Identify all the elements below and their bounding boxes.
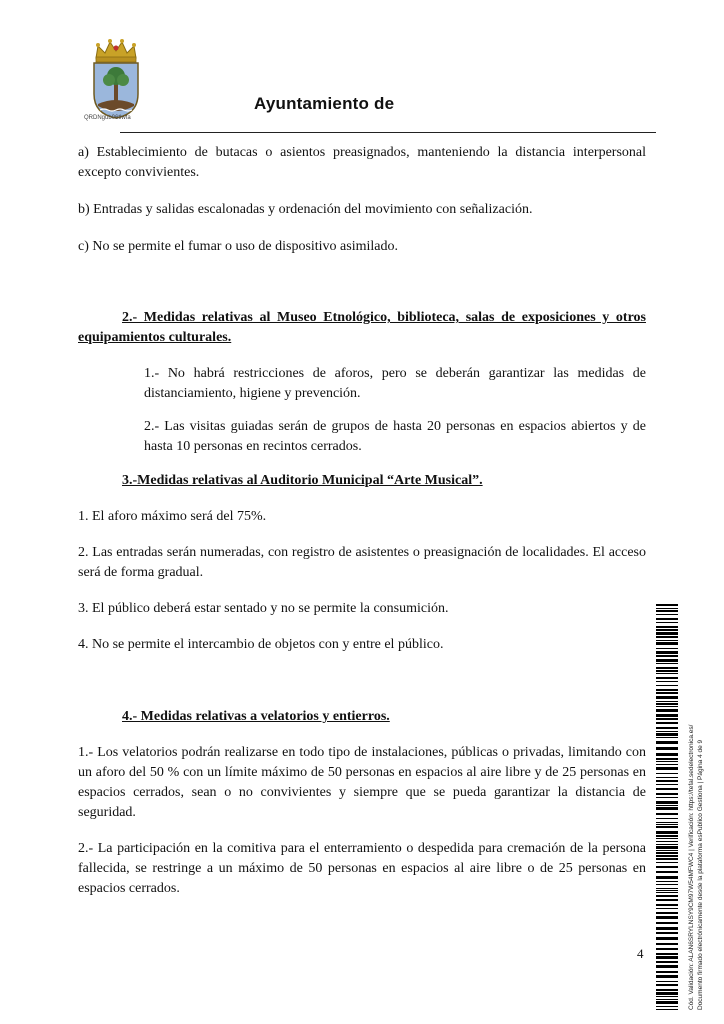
barcode-bar: [656, 838, 678, 839]
barcode-bar: [656, 818, 678, 819]
barcode-bar: [656, 881, 678, 882]
barcode-bar: [656, 689, 678, 691]
barcode-bar: [656, 784, 678, 785]
barcode-bar: [656, 841, 678, 842]
barcode-bar: [656, 956, 678, 959]
validation-line-1: Cód. Validación: ALAN6SRYLNSY9CM97W54MFWC4 | Verificación: https://tefal.sedelectronica.es/: [688, 724, 695, 1010]
barcode-bar: [656, 844, 678, 845]
barcode-bar: [656, 692, 678, 694]
barcode-bar: [656, 670, 678, 672]
barcode-bar: [656, 895, 678, 897]
barcode-bar: [656, 681, 678, 682]
section-3-item-4: 4. No se permite el intercambio de objetos con y entre el público.: [78, 637, 444, 652]
barcode-bar: [656, 709, 678, 712]
barcode-bar: [656, 876, 678, 879]
barcode-bar: [656, 996, 678, 997]
barcode-bar: [656, 908, 678, 909]
barcode-bar: [656, 797, 678, 798]
validation-text: [687, 725, 705, 1010]
barcode-bar: [656, 701, 678, 702]
barcode-bar: [656, 831, 678, 834]
barcode-bar: [656, 801, 678, 804]
barcode-bar: [656, 767, 678, 770]
barcode-bar: [656, 984, 678, 986]
section-3-item-2: 2. Las entradas serán numeradas, con registro de asistentes o preasignación de localidades. El acceso será de forma gradual.: [78, 545, 646, 580]
barcode-bar: [656, 629, 678, 631]
barcode-bar: [656, 912, 678, 914]
barcode-bar: [656, 636, 678, 638]
barcode-bar: [656, 989, 678, 991]
section-2-item-2: 2.- Las visitas guiadas serán de grupos de hasta 20 personas en espacios abiertos y de hasta 10 personas en recintos cerrados.: [144, 419, 646, 454]
barcode-bar: [656, 648, 678, 649]
document-body: [78, 143, 646, 899]
paragraph-a: a) Establecimiento de butacas o asientos preasignados, manteniendo la distancia interpersonal excepto convivientes.: [78, 145, 646, 180]
barcode-bar: [656, 642, 678, 645]
section-2-item-1: 1.- No habrá restricciones de aforos, pero se deberán garantizar las medidas de distanciamiento, higiene y prevención.: [144, 366, 646, 401]
barcode-bar: [656, 1006, 678, 1007]
barcode-bar: [656, 975, 678, 978]
barcode-bar: [656, 916, 678, 919]
barcode-bar: [656, 604, 678, 606]
section-4-heading: 4.- Medidas relativas a velatorios y entierros.: [122, 709, 390, 724]
barcode-bar: [656, 922, 678, 924]
barcode-bar: [656, 733, 678, 736]
paragraph-c: c) No se permite el fumar o uso de dispositivo asimilado.: [78, 239, 398, 254]
barcode-bar: [656, 610, 678, 612]
logo-caption: QRDNgub06tlwfa: [84, 115, 131, 121]
barcode-bar: [656, 888, 678, 889]
barcode-bar: [656, 651, 678, 654]
barcode-bar: [656, 747, 678, 750]
barcode-bar: [656, 1009, 678, 1010]
barcode-bar: [656, 948, 678, 950]
barcode-bar: [656, 855, 678, 857]
barcode-bar: [656, 846, 678, 849]
header-divider: [120, 132, 656, 133]
page-number: 4: [637, 946, 644, 961]
barcode-bar: [656, 673, 678, 674]
barcode-bar: [656, 718, 678, 720]
barcode-bar: [656, 884, 678, 885]
barcode-bar: [656, 932, 678, 934]
barcode-bar: [656, 737, 678, 738]
barcode-bar: [656, 813, 678, 815]
barcode-bar: [656, 805, 678, 806]
barcode-bar: [656, 824, 678, 825]
barcode-bar: [656, 899, 678, 901]
barcode-bar: [656, 835, 678, 837]
barcode-bar: [656, 858, 678, 860]
barcode-bar: [656, 758, 678, 760]
barcode-bar: [656, 703, 678, 705]
barcode-bar: [656, 608, 678, 609]
barcode-bar: [656, 640, 678, 641]
barcode-bar: [656, 904, 678, 906]
barcode-bar: [656, 850, 678, 851]
barcode-bar: [656, 937, 678, 940]
barcode-bar: [656, 764, 678, 765]
barcode-bar: [656, 777, 678, 778]
barcode-bar: [656, 741, 678, 744]
barcode-bar: [656, 943, 678, 945]
section-3-heading: 3.-Medidas relativas al Auditorio Municipal “Arte Musical”.: [122, 473, 483, 488]
barcode-bar: [656, 1001, 678, 1004]
barcode-bar: [656, 714, 678, 717]
barcode-bar: [656, 965, 678, 968]
barcode-bar: [656, 953, 678, 955]
barcode-bar: [656, 622, 678, 623]
page-title: Ayuntamiento de: [254, 94, 395, 113]
barcode-bar: [656, 793, 678, 795]
barcode-bar: [656, 696, 678, 699]
barcode-bar: [656, 618, 678, 620]
barcode-bar: [656, 971, 678, 973]
barcode-bar: [656, 961, 678, 963]
section-3-item-1: 1. El aforo máximo será del 75%.: [78, 509, 267, 524]
barcode-bar: [656, 632, 678, 635]
validation-barcode: [656, 604, 678, 1012]
barcode-bar: [656, 852, 678, 854]
barcode-bar: [656, 773, 678, 774]
barcode-bar: [656, 807, 678, 810]
barcode-bar: [656, 999, 678, 1000]
section-3-item-3: 3. El público deberá estar sentado y no se permite la consumición.: [78, 601, 449, 616]
barcode-bar: [656, 731, 678, 732]
barcode-bar: [656, 780, 678, 782]
barcode-bar: [656, 761, 678, 762]
barcode-bar: [656, 862, 678, 863]
barcode-bar: [656, 614, 678, 615]
barcode-bar: [656, 871, 678, 873]
barcode-bar: [656, 677, 678, 679]
section-2-heading: 2.- Medidas relativas al Museo Etnológico, biblioteca, salas de exposiciones y otros equipamientos culturales.: [78, 310, 646, 345]
barcode-bar: [656, 992, 678, 995]
barcode-bar: [656, 685, 678, 686]
barcode-bar: [656, 826, 678, 828]
barcode-bar: [656, 667, 678, 669]
barcode-bar: [656, 927, 678, 930]
barcode-bar: [656, 722, 678, 724]
validation-line-2: Documento firmado electrónicamente desde la plataforma esPublico Gestiona | Página 4 de 9: [697, 739, 704, 1010]
barcode-bar: [656, 866, 678, 868]
coat-of-arms-logo: [88, 38, 144, 124]
barcode-bar: [656, 655, 678, 657]
barcode-bar: [656, 753, 678, 756]
section-4-item-1: 1.- Los velatorios podrán realizarse en todo tipo de instalaciones, públicas o privadas, limitando con un aforo del 50 % con un límite máximo de 50 personas en espacios al aire libre y de 25 personas en espacios cerrados, sean o no convivientes y siempre que se pueda garantizar la distancia de seguridad.: [78, 745, 646, 820]
barcode-bar: [656, 788, 678, 790]
barcode-bar: [656, 890, 678, 891]
barcode-bar: [656, 727, 678, 729]
barcode-bar: [656, 822, 678, 823]
barcode-bar: [656, 659, 678, 662]
barcode-bar: [656, 663, 678, 664]
paragraph-b: b) Entradas y salidas escalonadas y ordenación del movimiento con señalización.: [78, 202, 533, 217]
section-4-item-2: 2.- La participación en la comitiva para el enterramiento o despedida para cremación de la persona fallecida, se restringe a un máximo de 50 personas en espacios al aire libre o de 25 personas en espacios cerrados.: [78, 841, 646, 896]
barcode-bar: [656, 626, 678, 628]
barcode-bar: [656, 981, 678, 982]
barcode-bar: [656, 706, 678, 707]
barcode-bar: [656, 892, 678, 893]
